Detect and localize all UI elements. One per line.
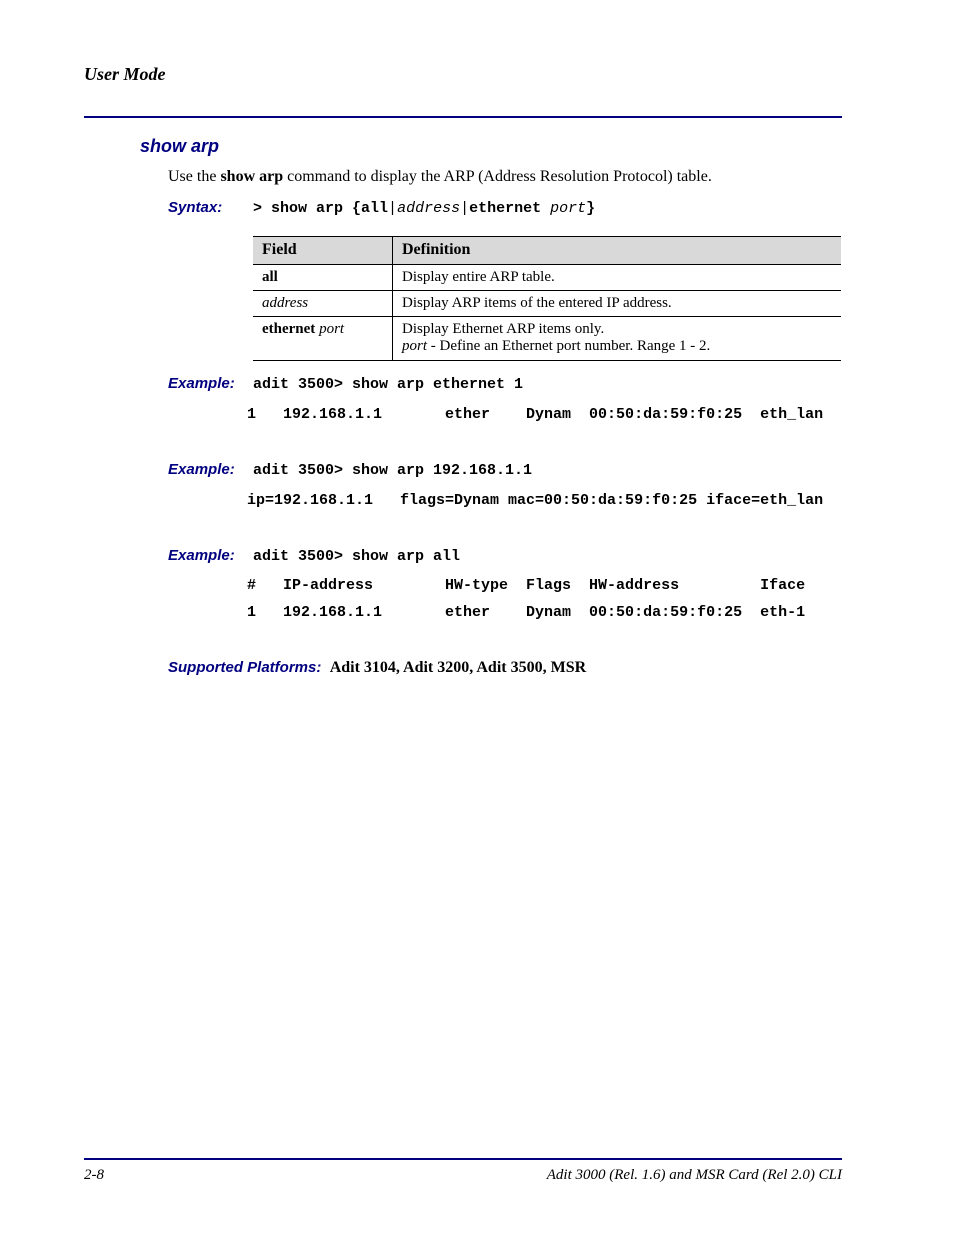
example-output-header: # IP-address HW-type Flags HW-address Iface xyxy=(247,577,806,594)
definition-text: Display ARP items of the entered IP address. xyxy=(402,295,672,311)
definition-text-2: - Define an Ethernet port number. Range 1 - 2. xyxy=(427,338,711,354)
syntax-opt-all: all xyxy=(361,200,389,217)
intro-before: Use the xyxy=(168,168,221,185)
syntax-line xyxy=(253,200,595,217)
intro-paragraph xyxy=(168,168,712,186)
platforms-label: Supported Platforms: xyxy=(168,659,322,676)
syntax-sep1: | xyxy=(388,200,398,217)
field-bold: all xyxy=(262,269,278,285)
table-cell-field xyxy=(253,291,393,317)
syntax-suffix: } xyxy=(586,200,596,217)
platforms-value: Adit 3104, Adit 3200, Adit 3500, MSR xyxy=(329,659,587,676)
example-command: adit 3500> show arp all xyxy=(253,548,461,565)
header-rule xyxy=(84,116,842,118)
table-row xyxy=(253,265,841,291)
table-cell-definition xyxy=(393,265,842,291)
example-label: Example: xyxy=(168,375,235,392)
definition-param: port xyxy=(402,338,428,354)
table-cell-definition xyxy=(393,291,842,317)
syntax-opt-ethernet: ethernet xyxy=(469,200,542,217)
example-output-line: 1 192.168.1.1 ether Dynam 00:50:da:59:f0:25 eth_lan xyxy=(247,406,824,423)
table-row xyxy=(253,291,841,317)
table-cell-definition xyxy=(393,317,842,361)
intro-after: command to display the ARP (Address Resolution Protocol) table. xyxy=(283,168,712,185)
section-title: show arp xyxy=(140,136,220,156)
example-output-line: 1 192.168.1.1 ether Dynam 00:50:da:59:f0:25 eth-1 xyxy=(247,604,806,621)
platforms-line xyxy=(168,659,586,677)
table-row xyxy=(253,317,841,361)
footer-doc-title: Adit 3000 (Rel. 1.6) and MSR Card (Rel 2.0) CLI xyxy=(546,1167,842,1183)
table-cell-field xyxy=(253,317,393,361)
syntax-label: Syntax: xyxy=(168,199,223,216)
example-label: Example: xyxy=(168,547,235,564)
syntax-prefix: > show arp { xyxy=(253,200,362,217)
table-header-definition: Definition xyxy=(393,237,842,265)
syntax-opt-address: address xyxy=(397,200,461,217)
syntax-opt-port: port xyxy=(541,200,587,217)
field-bold: ethernet xyxy=(262,321,316,337)
table-cell-field xyxy=(253,265,393,291)
table-header-row xyxy=(253,237,841,265)
example-label: Example: xyxy=(168,461,235,478)
definition-text: Display entire ARP table. xyxy=(402,269,555,285)
table-header-field: Field xyxy=(253,237,393,265)
running-header: User Mode xyxy=(84,64,166,84)
page-number: 2-8 xyxy=(84,1167,104,1183)
field-italic: address xyxy=(262,295,309,311)
example-command: adit 3500> show arp 192.168.1.1 xyxy=(253,462,533,479)
example-output-line: ip=192.168.1.1 flags=Dynam mac=00:50:da:59:f0:25 iface=eth_lan xyxy=(247,492,824,509)
field-italic: port xyxy=(315,321,345,337)
syntax-sep2: | xyxy=(460,200,470,217)
intro-command: show arp xyxy=(220,168,284,185)
example-command: adit 3500> show arp ethernet 1 xyxy=(253,376,524,393)
definition-text: Display Ethernet ARP items only. xyxy=(402,321,605,337)
definition-table xyxy=(253,236,841,361)
footer-rule xyxy=(84,1158,842,1160)
